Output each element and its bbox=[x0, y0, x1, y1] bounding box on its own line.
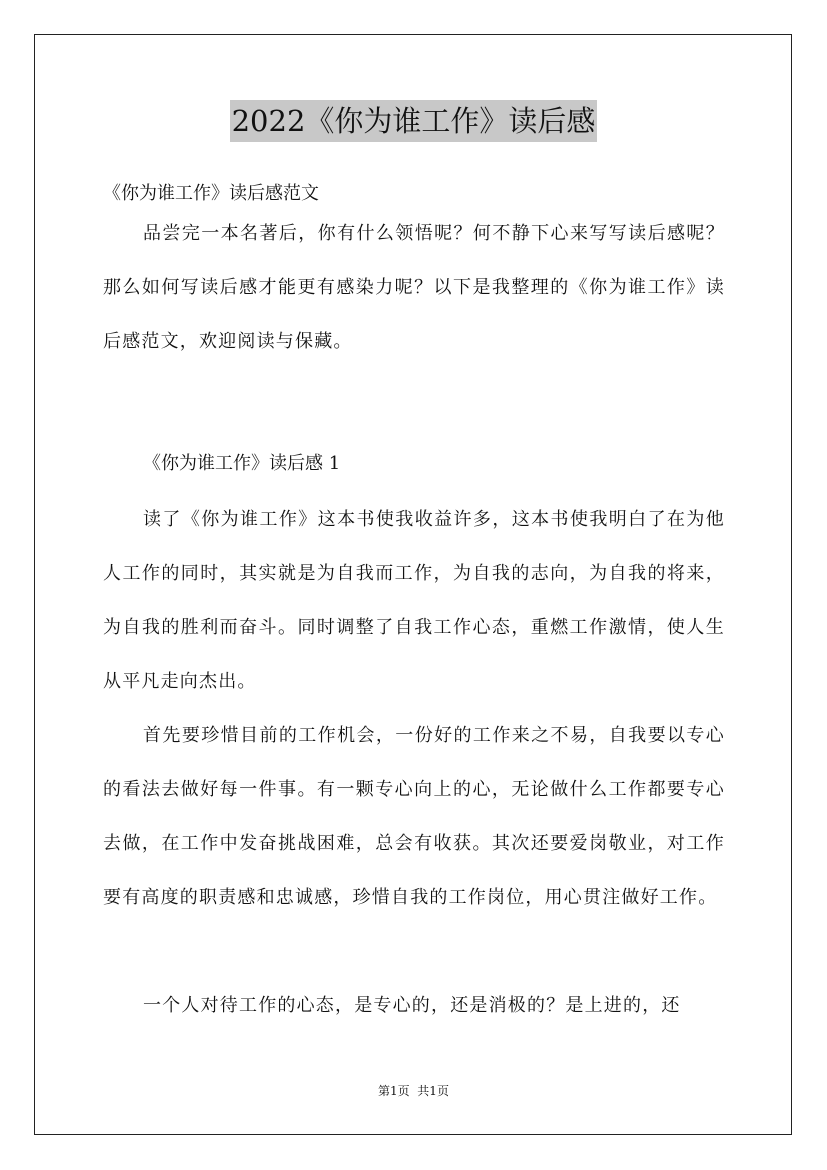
document-title: 2022《你为谁工作》读后感 bbox=[230, 100, 598, 142]
body-paragraph-3: 一个人对待工作的心态，是专心的，还是消极的？是上进的，还 bbox=[143, 995, 681, 1016]
title-wrapper bbox=[0, 100, 827, 142]
body-paragraph-1: 读了《你为谁工作》这本书使我收益许多，这本书使我明白了在为他人工作的同时，其实就是为自我而工作，为自我的志向，为自我的将来，为自我的胜利而奋斗。同时调整了自我工作心态，重燃工作激情，使人生从平凡走向杰出。 bbox=[103, 509, 725, 692]
intro-paragraph: 品尝完一本名著后，你有什么领悟呢？何不静下心来写写读后感呢？那么如何写读后感才能更有感染力呢？以下是我整理的《你为谁工作》读后感范文，欢迎阅读与保藏。 bbox=[103, 223, 725, 352]
document-subtitle: 《你为谁工作》读后感范文 bbox=[103, 183, 319, 204]
body-paragraph-2: 首先要珍惜目前的工作机会，一份好的工作来之不易，自我要以专心的看法去做好每一件事。有一颗专心向上的心，无论做什么工作都要专心去做，在工作中发奋挑战困难，总会有收获。其次还要爱岗敬业，对工作要有高度的职责感和忠诚感，珍惜自我的工作岗位，用心贯注做好工作。 bbox=[103, 725, 725, 908]
section-heading: 《你为谁工作》读后感 1 bbox=[143, 453, 341, 474]
page-footer: 第1页 共1页 bbox=[378, 1084, 449, 1098]
